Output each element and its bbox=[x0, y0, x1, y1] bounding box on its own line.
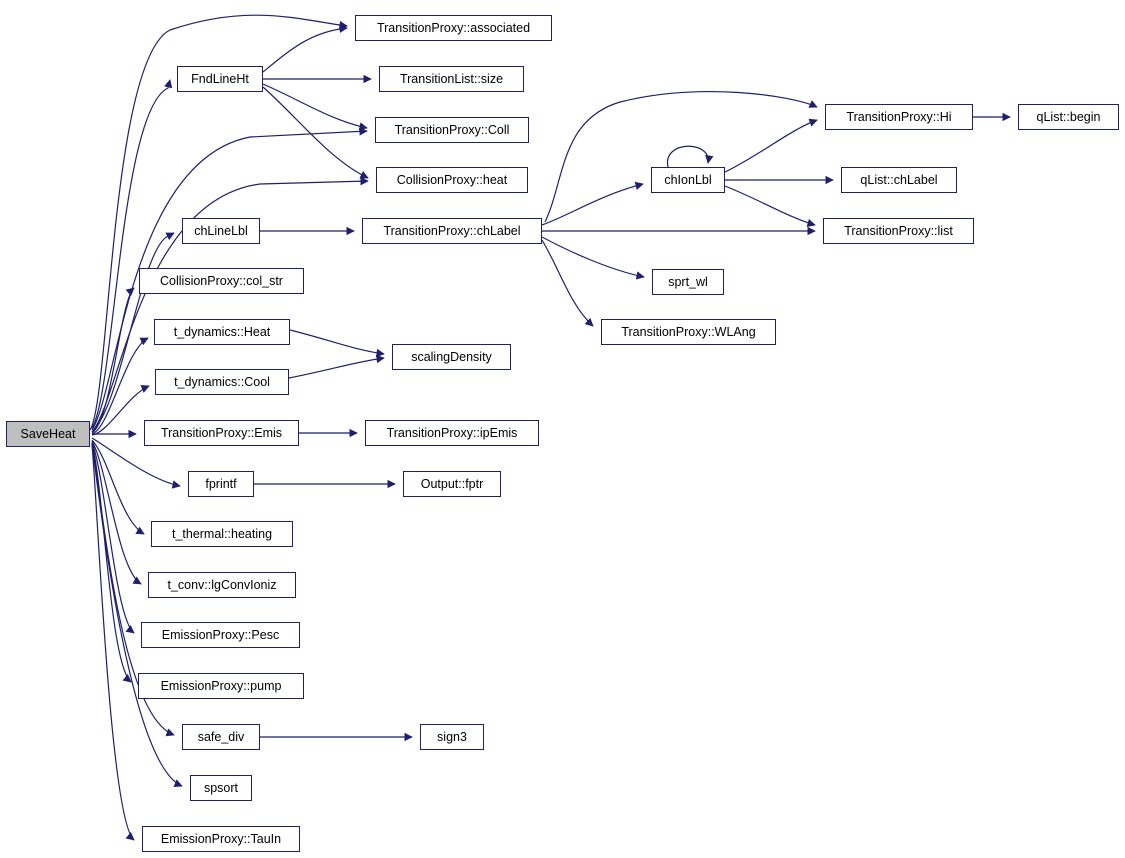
node-label: TransitionList::size bbox=[399, 71, 504, 86]
node-emissionproxy-pesc[interactable] bbox=[141, 622, 300, 648]
node-qlist-begin[interactable] bbox=[1018, 104, 1119, 130]
node-label: t_thermal::heating bbox=[171, 526, 273, 541]
node-label: qList::chLabel bbox=[860, 172, 938, 187]
node-label: TransitionProxy::Emis bbox=[160, 425, 283, 440]
node-label: sign3 bbox=[437, 729, 467, 744]
node-transitionproxy-list[interactable] bbox=[823, 218, 974, 244]
node-spsort[interactable] bbox=[190, 775, 252, 801]
node-label: EmissionProxy::TauIn bbox=[160, 831, 282, 846]
node-label: chLineLbl bbox=[194, 223, 248, 238]
node-transitionproxy-wlang[interactable] bbox=[601, 319, 776, 345]
node-label: TransitionProxy::Hi bbox=[846, 109, 952, 124]
node-label: EmissionProxy::pump bbox=[160, 678, 282, 693]
node-label: SaveHeat bbox=[20, 426, 76, 441]
node-safe-div[interactable] bbox=[182, 724, 260, 750]
node-label: TransitionProxy::list bbox=[844, 223, 953, 238]
node-output-fptr[interactable] bbox=[403, 471, 501, 497]
node-label: CollisionProxy::col_str bbox=[160, 273, 283, 288]
node-scalingdensity[interactable] bbox=[392, 344, 511, 370]
node-collisionproxy-heat[interactable] bbox=[376, 167, 528, 193]
node-collisionproxy-col-str[interactable] bbox=[139, 268, 304, 294]
node-label: scalingDensity bbox=[411, 349, 492, 364]
node-saveheat[interactable] bbox=[6, 421, 90, 447]
node-label: TransitionProxy::chLabel bbox=[383, 223, 521, 238]
node-transitionproxy-hi[interactable] bbox=[825, 104, 973, 130]
node-sign3[interactable] bbox=[420, 724, 484, 750]
node-label: FndLineHt bbox=[191, 71, 249, 86]
node-transitionproxy-associated[interactable] bbox=[355, 15, 552, 41]
node-qlist-chlabel[interactable] bbox=[841, 167, 957, 193]
node-label: CollisionProxy::heat bbox=[396, 172, 508, 187]
node-label: Output::fptr bbox=[420, 476, 484, 491]
node-label: sprt_wl bbox=[668, 274, 708, 289]
node-t-conv-lgconvioniz[interactable] bbox=[148, 572, 296, 598]
node-label: spsort bbox=[203, 780, 239, 795]
node-t-thermal-heating[interactable] bbox=[151, 521, 293, 547]
node-transitionproxy-emis[interactable] bbox=[144, 420, 299, 446]
node-transitionproxy-coll[interactable] bbox=[375, 117, 529, 143]
node-t-dynamics-cool[interactable] bbox=[155, 369, 289, 395]
node-label: safe_div bbox=[197, 729, 245, 744]
node-label: EmissionProxy::Pesc bbox=[161, 627, 280, 642]
node-label: TransitionProxy::WLAng bbox=[621, 324, 756, 339]
node-sprt-wl[interactable] bbox=[652, 269, 724, 295]
node-label: chIonLbl bbox=[664, 172, 712, 187]
node-emissionproxy-pump[interactable] bbox=[138, 673, 304, 699]
node-transitionlist-size[interactable] bbox=[379, 66, 524, 92]
node-label: TransitionProxy::ipEmis bbox=[386, 425, 518, 440]
node-fndlineht[interactable] bbox=[177, 66, 263, 92]
node-label: fprintf bbox=[205, 476, 237, 491]
node-label: t_dynamics::Cool bbox=[174, 374, 270, 389]
node-label: t_dynamics::Heat bbox=[173, 324, 271, 339]
node-label: qList::begin bbox=[1036, 109, 1101, 124]
node-emissionproxy-tauin[interactable] bbox=[142, 826, 300, 852]
node-chlinelbl[interactable] bbox=[182, 218, 260, 244]
node-t-dynamics-heat[interactable] bbox=[154, 319, 290, 345]
node-chionlbl[interactable] bbox=[651, 167, 725, 193]
node-transitionproxy-chlabel[interactable] bbox=[362, 218, 542, 244]
node-label: t_conv::lgConvIoniz bbox=[167, 577, 277, 592]
node-label: TransitionProxy::Coll bbox=[394, 122, 510, 137]
node-fprintf[interactable] bbox=[188, 471, 254, 497]
node-transitionproxy-ipemis[interactable] bbox=[365, 420, 539, 446]
node-label: TransitionProxy::associated bbox=[376, 20, 531, 35]
